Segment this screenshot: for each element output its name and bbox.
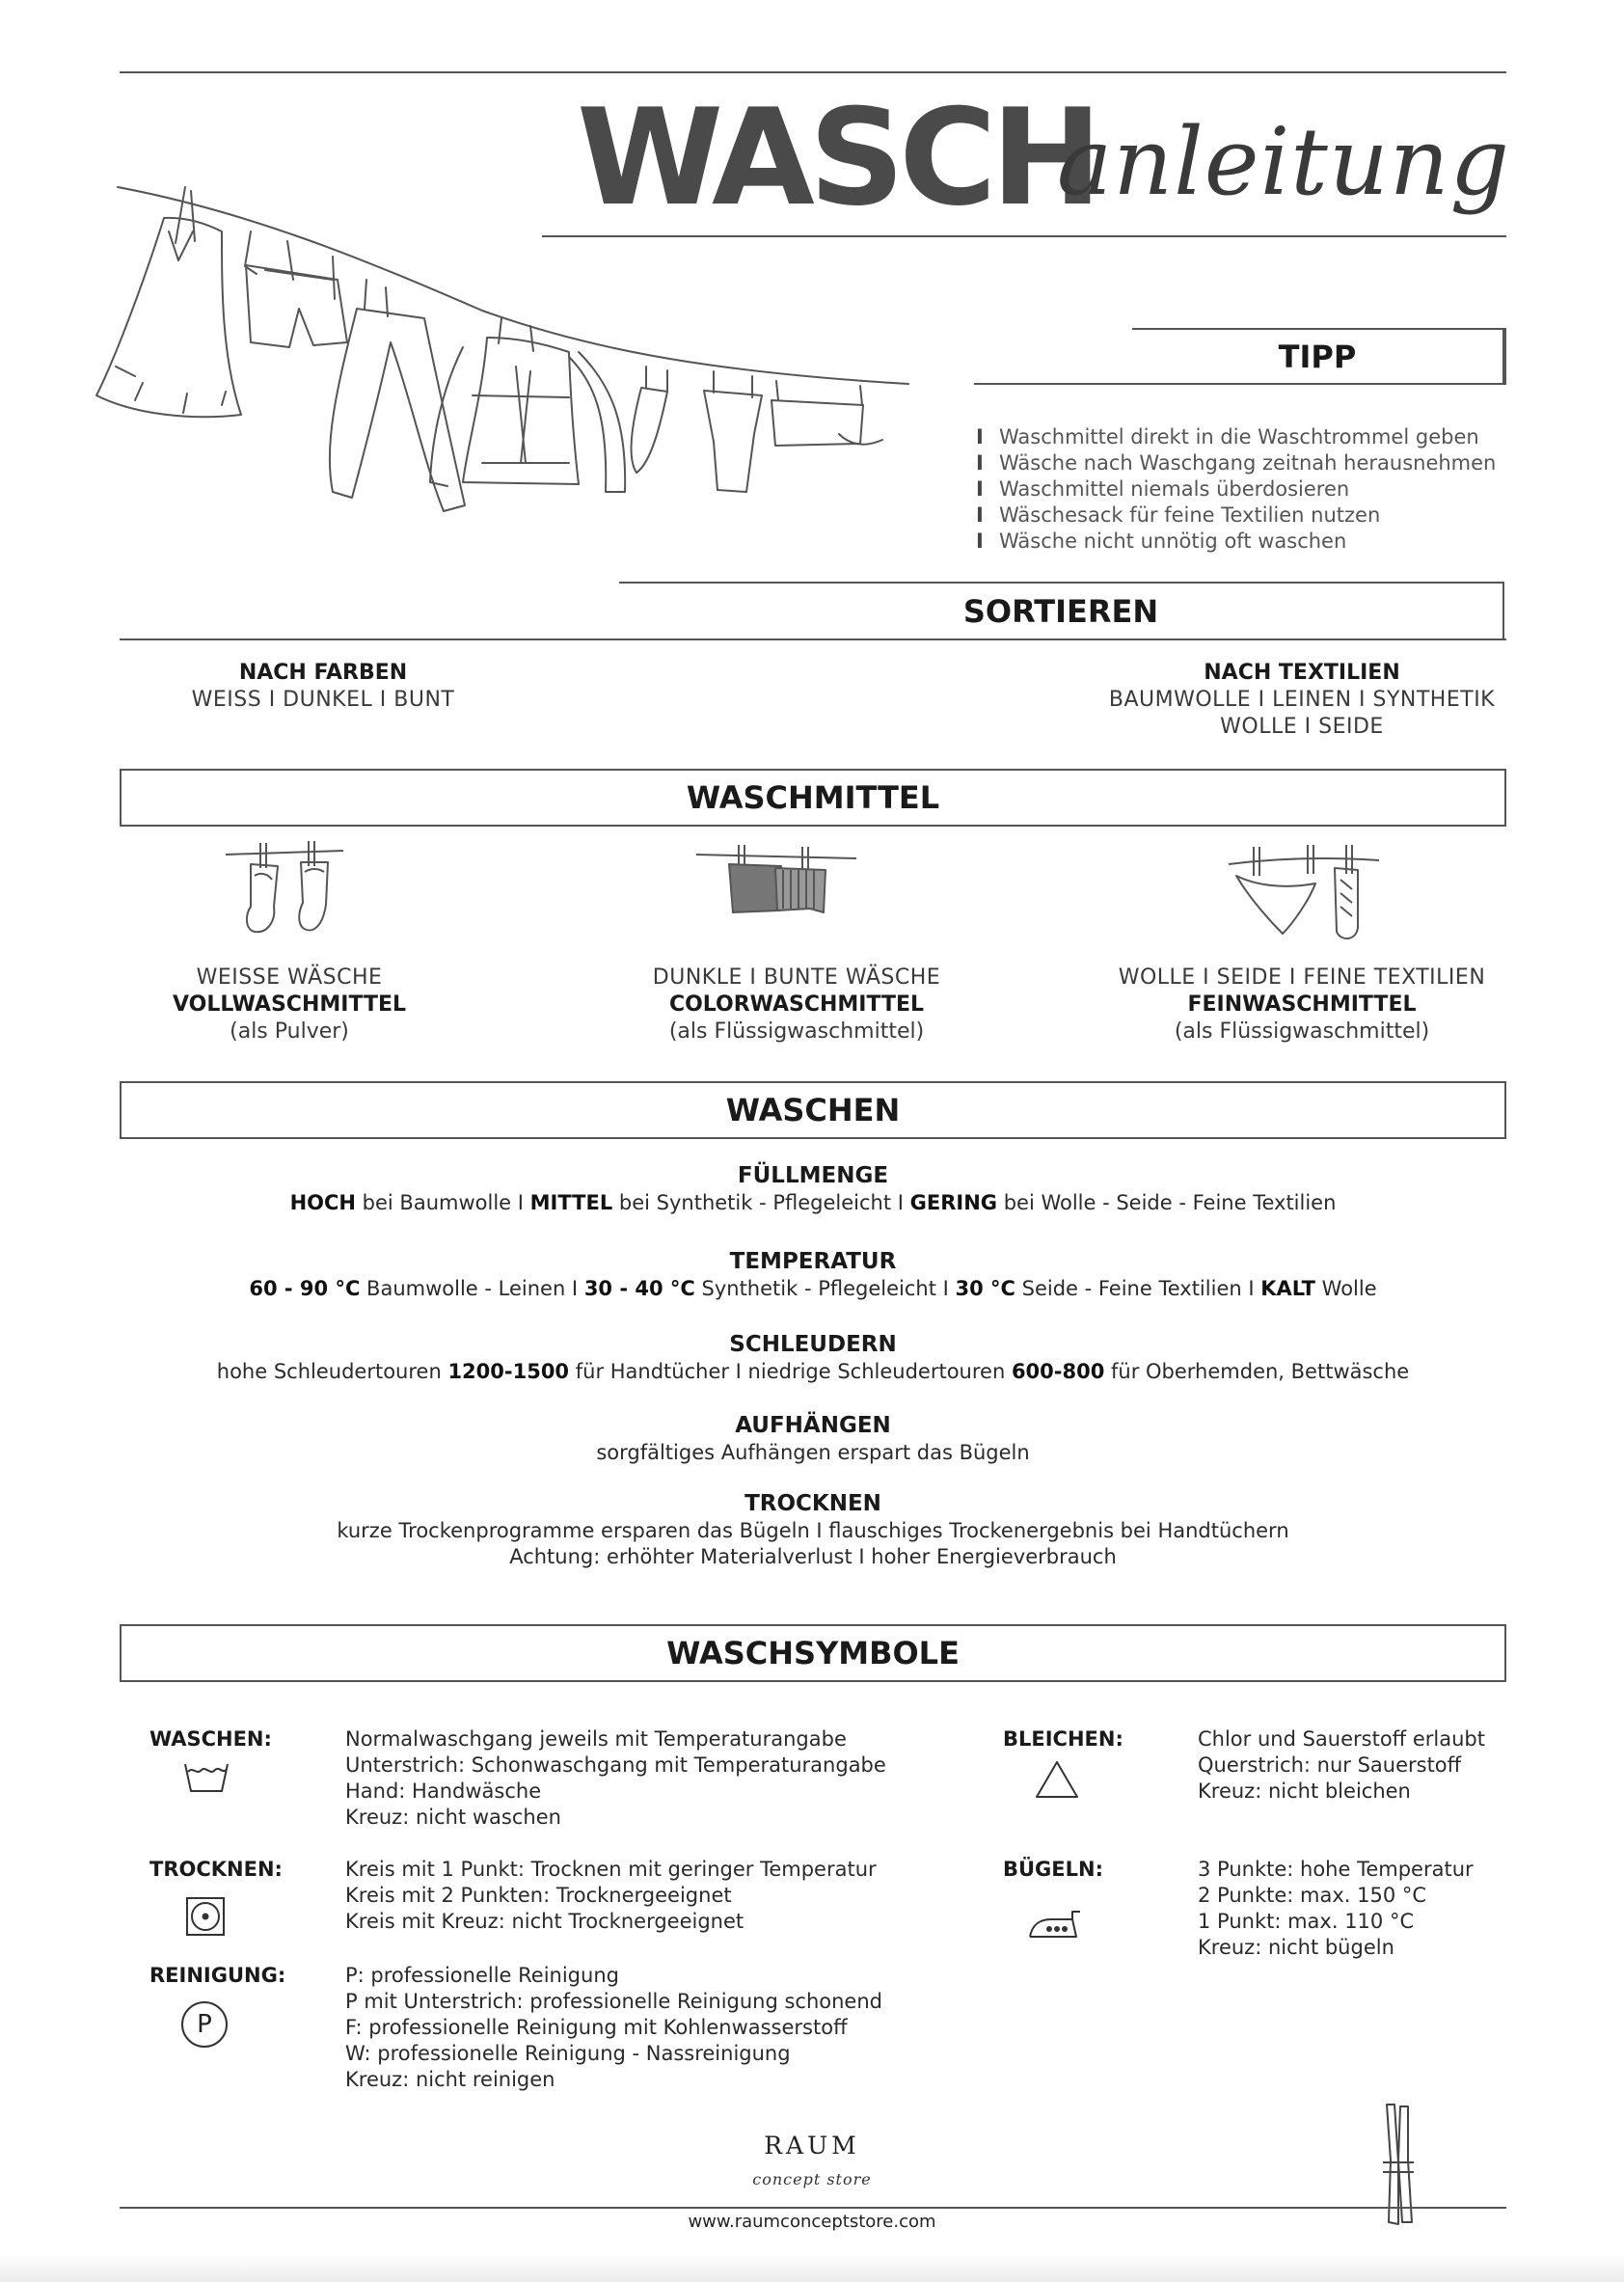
sortieren-heading: SORTIEREN	[962, 593, 1159, 630]
tipp-item: I Wäsche nach Waschgang zeitnah herausnehmen	[976, 451, 1497, 475]
waschmittel-form: (als Pulver)	[230, 1019, 349, 1044]
waschmittel-product: VOLLWASCHMITTEL	[172, 992, 407, 1017]
waschmittel-product: FEINWASCHMITTEL	[1187, 992, 1417, 1017]
sort-textilien-line2: WOLLE I SEIDE	[1220, 715, 1384, 739]
tipp-item: I Waschmittel direkt in die Waschtrommel geben	[976, 425, 1479, 448]
footer-url[interactable]: www.raumconceptstore.com	[688, 2212, 936, 2232]
waschsymbole-heading: WASCHSYMBOLE	[666, 1635, 960, 1671]
symbol-waschen-label: WASCHEN:	[149, 1727, 272, 1751]
fuellmenge-block	[120, 1161, 1506, 1216]
symbol-trocknen-label: TROCKNEN:	[149, 1858, 283, 1881]
sort-farben-title: NACH FARBEN	[238, 661, 408, 685]
waschen-heading-box	[120, 1081, 1506, 1139]
aufhaengen-block	[120, 1411, 1506, 1466]
waschmittel-form: (als Flüssigwaschmittel)	[668, 1019, 925, 1044]
trocknen-line1: kurze Trockenprogramme ersparen das Bügeln I flauschiges Trockenergebnis bei Handtüchern	[337, 1519, 1289, 1542]
tipp-heading-box	[1132, 328, 1504, 384]
sortieren-rule	[120, 638, 1506, 640]
waschmittel-heading-box	[120, 769, 1506, 827]
dark-laundry-illustration	[694, 841, 858, 928]
schleudern-title: SCHLEUDERN	[729, 1332, 897, 1357]
symbol-reinigung-label: REINIGUNG:	[149, 1964, 286, 1987]
footer-brand: RAUM	[764, 2132, 860, 2160]
title-main: WASCH	[577, 80, 1096, 235]
iron-icon	[1026, 1908, 1082, 1941]
tipp-item: I Wäsche nicht unnötig oft waschen	[976, 530, 1347, 553]
waschmittel-form: (als Flüssigwaschmittel)	[1174, 1019, 1430, 1044]
tipp-item: I Waschmittel niemals überdosieren	[976, 477, 1350, 501]
aufhaengen-text: sorgfältiges Aufhängen erspart das Bügeln	[596, 1441, 1030, 1464]
waschmittel-col-fein	[1090, 964, 1514, 1046]
footer-sub: concept store	[752, 2170, 872, 2188]
tipp-heading: TIPP	[1278, 339, 1357, 375]
waschmittel-heading: WASCHMITTEL	[686, 779, 940, 816]
fine-textiles-illustration	[1227, 841, 1381, 947]
waschmittel-type: DUNKLE I BUNTE WÄSCHE	[652, 965, 941, 990]
symbol-waschen-text: Normalwaschgang jeweils mit Temperaturangabe Unterstrich: Schonwaschgang mit Temperaturangabe Hand: Handwäsche Kreuz: nicht waschen	[345, 1727, 886, 1829]
page-bottom-shadow	[0, 2253, 1624, 2282]
temperatur-text: 60 - 90 °C Baumwolle - Leinen I 30 - 40 °C Synthetik - Pflegeleicht I 30 °C Seide - Feine Textilien I KALT Wolle	[249, 1277, 1377, 1300]
fuellmenge-text: HOCH bei Baumwolle I MITTEL bei Synthetik - Pflegeleicht I GERING bei Wolle - Seide - Feine Textilien	[289, 1191, 1337, 1214]
professional-cleaning-icon: P	[181, 2001, 228, 2048]
sort-farben	[164, 660, 482, 714]
temperatur-title: TEMPERATUR	[729, 1249, 897, 1274]
symbol-bleichen-label: BLEICHEN:	[1003, 1727, 1123, 1751]
tipp-rule	[974, 383, 1506, 385]
washtub-icon	[183, 1760, 230, 1795]
waschen-heading: WASCHEN	[725, 1092, 901, 1128]
socks-illustration	[222, 837, 347, 943]
sort-textilien-title: NACH TEXTILIEN	[1204, 661, 1400, 685]
title-script: anleitung	[1057, 108, 1510, 216]
sort-textilien-line1: BAUMWOLLE I LEINEN I SYNTHETIK	[1108, 688, 1496, 712]
schleudern-block	[120, 1330, 1506, 1385]
top-rule	[120, 71, 1506, 73]
waschmittel-col-bunt	[604, 964, 989, 1046]
tipp-item: I Wäschesack für feine Textilien nutzen	[976, 503, 1381, 527]
sort-farben-values: WEISS I DUNKEL I BUNT	[191, 688, 455, 712]
aufhaengen-title: AUFHÄNGEN	[735, 1413, 891, 1438]
waschsymbole-heading-box	[120, 1624, 1506, 1682]
waschmittel-col-weiss	[125, 964, 453, 1046]
waschmittel-type: WEISSE WÄSCHE	[196, 965, 383, 990]
tipp-list	[976, 424, 1496, 555]
waschmittel-type: WOLLE I SEIDE I FEINE TEXTILIEN	[1118, 965, 1486, 990]
tipp-side-line	[1504, 328, 1506, 384]
symbol-buegeln-label: BÜGELN:	[1003, 1858, 1103, 1881]
symbol-buegeln-text: 3 Punkte: hohe Temperatur 2 Punkte: max. 150 °C 1 Punkt: max. 110 °C Kreuz: nicht bügeln	[1198, 1858, 1474, 1959]
symbol-reinigung-text: P: professionelle Reinigung P mit Unterstrich: professionelle Reinigung schonend F: professionelle Reinigung mit Kohlenwasserstoff W: professionelle Reinigung - Nassreinigung Kreuz: nicht reinigen	[345, 1964, 882, 2091]
trocknen-block	[120, 1489, 1506, 1570]
symbol-bleichen-text: Chlor und Sauerstoff erlaubt Querstrich: nur Sauerstoff Kreuz: nicht bleichen	[1198, 1727, 1485, 1803]
clothespin-illustration	[1373, 2103, 1421, 2228]
trocknen-line2: Achtung: erhöhter Materialverlust I hoher Energieverbrauch	[509, 1545, 1117, 1568]
bleach-icon	[1034, 1759, 1080, 1800]
schleudern-text: hohe Schleudertouren 1200-1500 für Handtücher I niedrige Schleudertouren 600-800 für Oberhemden, Bettwäsche	[216, 1360, 1410, 1383]
symbol-trocknen-text: Kreis mit 1 Punkt: Trocknen mit geringer Temperatur Kreis mit 2 Punkten: Trocknergeeignet Kreis mit Kreuz: nicht Trocknergeeignet	[345, 1858, 877, 1933]
fuellmenge-title: FÜLLMENGE	[737, 1163, 889, 1188]
footer-rule	[120, 2207, 1506, 2209]
temperatur-block	[120, 1247, 1506, 1302]
sortieren-heading-box	[619, 584, 1502, 639]
clothesline-illustration	[77, 174, 926, 540]
waschmittel-product: COLORWASCHMITTEL	[668, 992, 925, 1017]
trocknen-title: TROCKNEN	[744, 1491, 881, 1516]
tumble-dry-icon	[185, 1896, 226, 1937]
sort-textilien	[1099, 660, 1504, 741]
